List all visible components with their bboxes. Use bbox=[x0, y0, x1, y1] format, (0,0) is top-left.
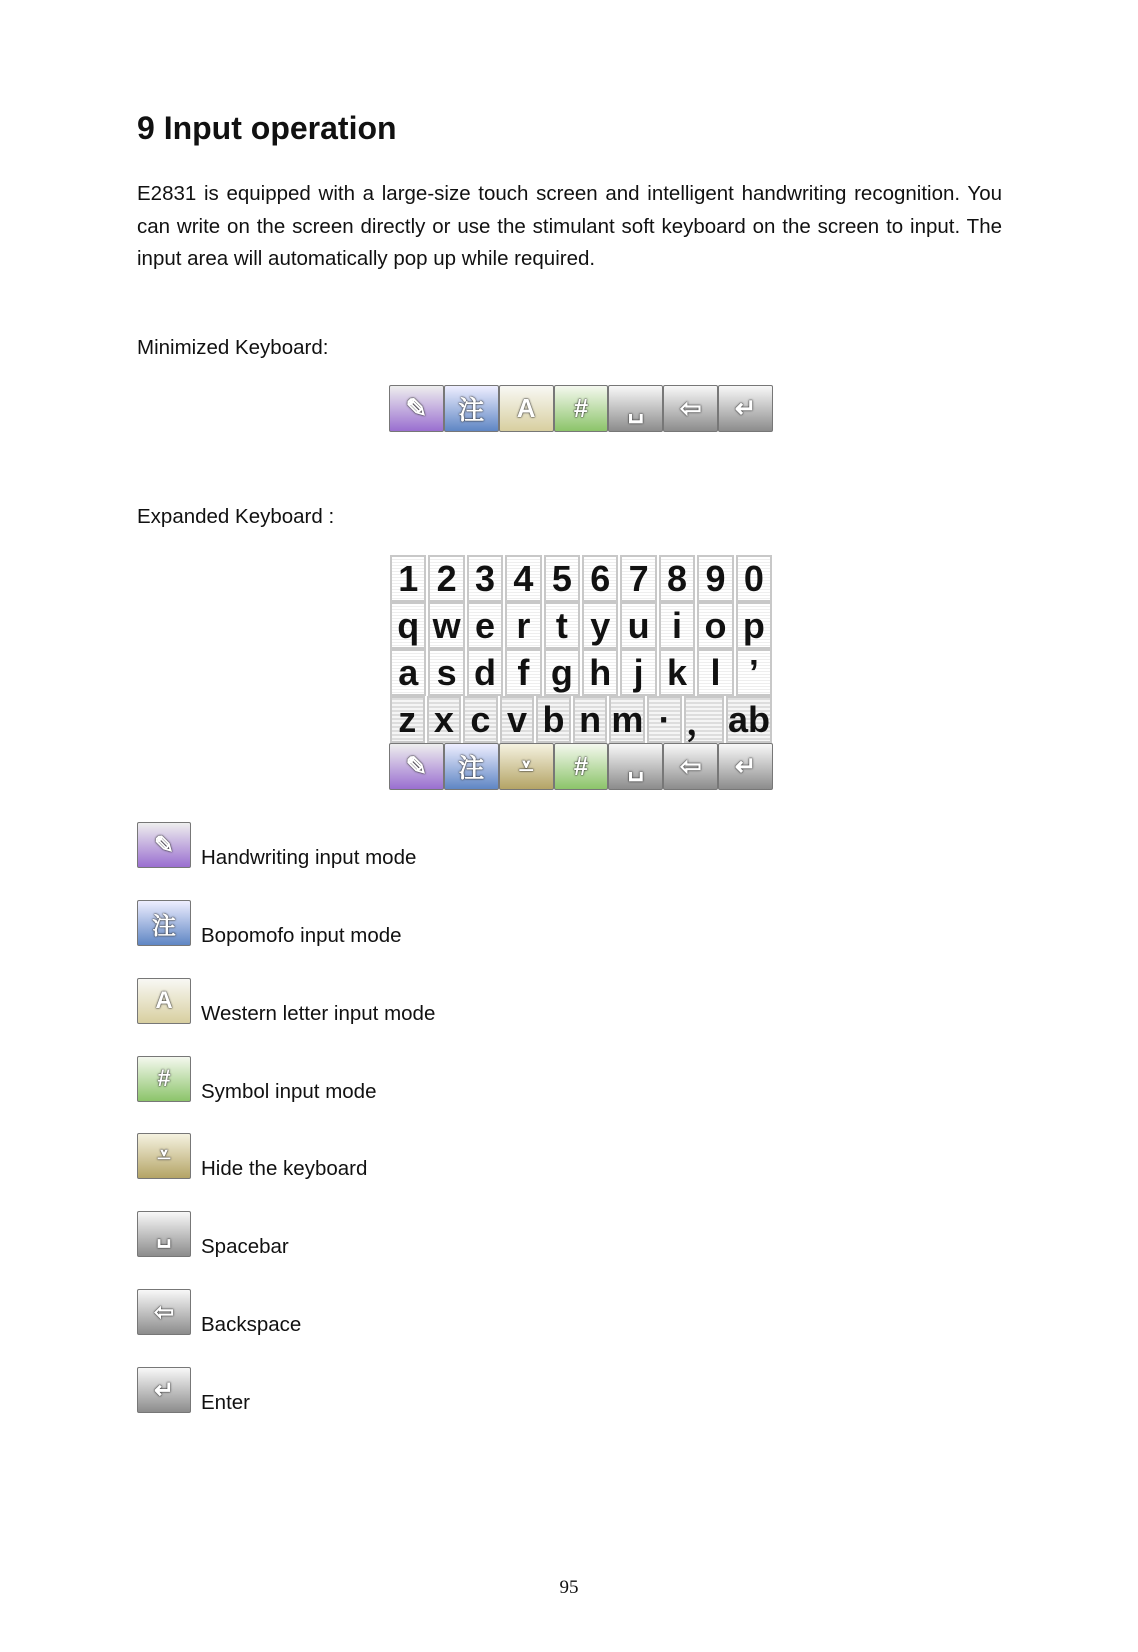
key[interactable]: k bbox=[659, 649, 695, 696]
key[interactable]: ’ bbox=[736, 649, 772, 696]
key[interactable]: e bbox=[467, 602, 503, 649]
spacebar-icon: ␣ bbox=[137, 1211, 191, 1257]
bopomofo-icon: 注 bbox=[137, 900, 191, 946]
expanded-keyboard-label: Expanded Keyboard : bbox=[137, 505, 335, 528]
key[interactable]: a bbox=[390, 649, 426, 696]
key[interactable]: 6 bbox=[582, 555, 618, 602]
legend-text: Western letter input mode bbox=[201, 1002, 436, 1025]
key[interactable]: g bbox=[544, 649, 580, 696]
key[interactable]: p bbox=[736, 602, 772, 649]
key[interactable]: i bbox=[659, 602, 695, 649]
key[interactable]: j bbox=[620, 649, 656, 696]
legend-bopomofo bbox=[137, 900, 402, 946]
key[interactable]: h bbox=[582, 649, 618, 696]
symbol-key[interactable]: # bbox=[554, 743, 609, 790]
key[interactable]: b bbox=[536, 696, 571, 743]
legend-text: Symbol input mode bbox=[201, 1080, 377, 1103]
key[interactable]: 7 bbox=[620, 555, 656, 602]
legend-handwriting bbox=[137, 822, 416, 868]
hide-keyboard-icon: ⩡ bbox=[137, 1133, 191, 1179]
page-number: 95 bbox=[559, 1577, 579, 1598]
hide-keyboard-key[interactable]: ⩡ bbox=[499, 743, 554, 790]
key[interactable]: x bbox=[427, 696, 462, 743]
section-title: 9 Input operation bbox=[137, 110, 397, 146]
western-letter-key[interactable]: A bbox=[499, 385, 554, 432]
key[interactable]: 5 bbox=[544, 555, 580, 602]
key[interactable]: ， bbox=[684, 696, 724, 743]
key[interactable]: 2 bbox=[428, 555, 464, 602]
key[interactable]: o bbox=[697, 602, 733, 649]
legend-western bbox=[137, 978, 435, 1024]
key[interactable]: m bbox=[609, 696, 645, 743]
key[interactable]: 4 bbox=[505, 555, 541, 602]
key[interactable]: d bbox=[467, 649, 503, 696]
legend-hide bbox=[137, 1133, 367, 1179]
key[interactable]: u bbox=[620, 602, 656, 649]
key[interactable]: · bbox=[647, 696, 682, 743]
legend-text: Spacebar bbox=[201, 1235, 289, 1258]
legend-backspace bbox=[137, 1289, 301, 1335]
key[interactable]: ab bbox=[726, 696, 772, 743]
legend-symbol bbox=[137, 1056, 376, 1102]
key[interactable]: c bbox=[463, 696, 498, 743]
key[interactable]: l bbox=[697, 649, 733, 696]
bopomofo-key[interactable]: 注 bbox=[444, 743, 499, 790]
key[interactable]: q bbox=[390, 602, 426, 649]
enter-icon: ↵ bbox=[137, 1367, 191, 1413]
handwriting-key[interactable]: ✎ bbox=[389, 743, 444, 790]
bopomofo-key[interactable]: 注 bbox=[444, 385, 499, 432]
legend-text: Backspace bbox=[201, 1313, 302, 1336]
key[interactable]: t bbox=[544, 602, 580, 649]
legend-enter bbox=[137, 1367, 250, 1413]
key[interactable]: 0 bbox=[736, 555, 772, 602]
legend-text: Hide the keyboard bbox=[201, 1157, 368, 1180]
pen-icon: ✎ bbox=[137, 822, 191, 868]
backspace-icon: ⇦ bbox=[137, 1289, 191, 1335]
key[interactable]: 8 bbox=[659, 555, 695, 602]
legend-text: Bopomofo input mode bbox=[201, 924, 402, 947]
minimized-keyboard bbox=[389, 385, 773, 432]
spacebar-key[interactable]: ␣ bbox=[608, 743, 663, 790]
key[interactable]: z bbox=[390, 696, 425, 743]
key[interactable]: y bbox=[582, 602, 618, 649]
letter-a-icon: A bbox=[137, 978, 191, 1024]
symbol-key[interactable]: # bbox=[554, 385, 609, 432]
legend-text: Handwriting input mode bbox=[201, 846, 417, 869]
legend-text: Enter bbox=[201, 1391, 250, 1414]
key[interactable]: 9 bbox=[697, 555, 733, 602]
key[interactable]: r bbox=[505, 602, 541, 649]
backspace-key[interactable]: ⇦ bbox=[663, 743, 718, 790]
key[interactable]: 1 bbox=[390, 555, 426, 602]
minimized-keyboard-label: Minimized Keyboard: bbox=[137, 336, 329, 359]
legend-spacebar bbox=[137, 1211, 289, 1257]
key[interactable]: v bbox=[500, 696, 535, 743]
enter-key[interactable]: ↵ bbox=[718, 385, 773, 432]
key[interactable]: f bbox=[505, 649, 541, 696]
key[interactable]: s bbox=[428, 649, 464, 696]
key[interactable]: w bbox=[428, 602, 464, 649]
handwriting-key[interactable]: ✎ bbox=[389, 385, 444, 432]
expanded-keyboard bbox=[389, 555, 773, 790]
hash-icon: # bbox=[137, 1056, 191, 1102]
spacebar-key[interactable]: ␣ bbox=[608, 385, 663, 432]
enter-key[interactable]: ↵ bbox=[718, 743, 773, 790]
key[interactable]: n bbox=[573, 696, 608, 743]
key[interactable]: 3 bbox=[467, 555, 503, 602]
intro-paragraph: E2831 is equipped with a large-size touch screen and intelligent handwriting recognition. You can write on the screen directly or use the stimulant soft keyboard on the screen to input. The input area will automatically pop up while required. bbox=[137, 182, 1002, 270]
backspace-key[interactable]: ⇦ bbox=[663, 385, 718, 432]
